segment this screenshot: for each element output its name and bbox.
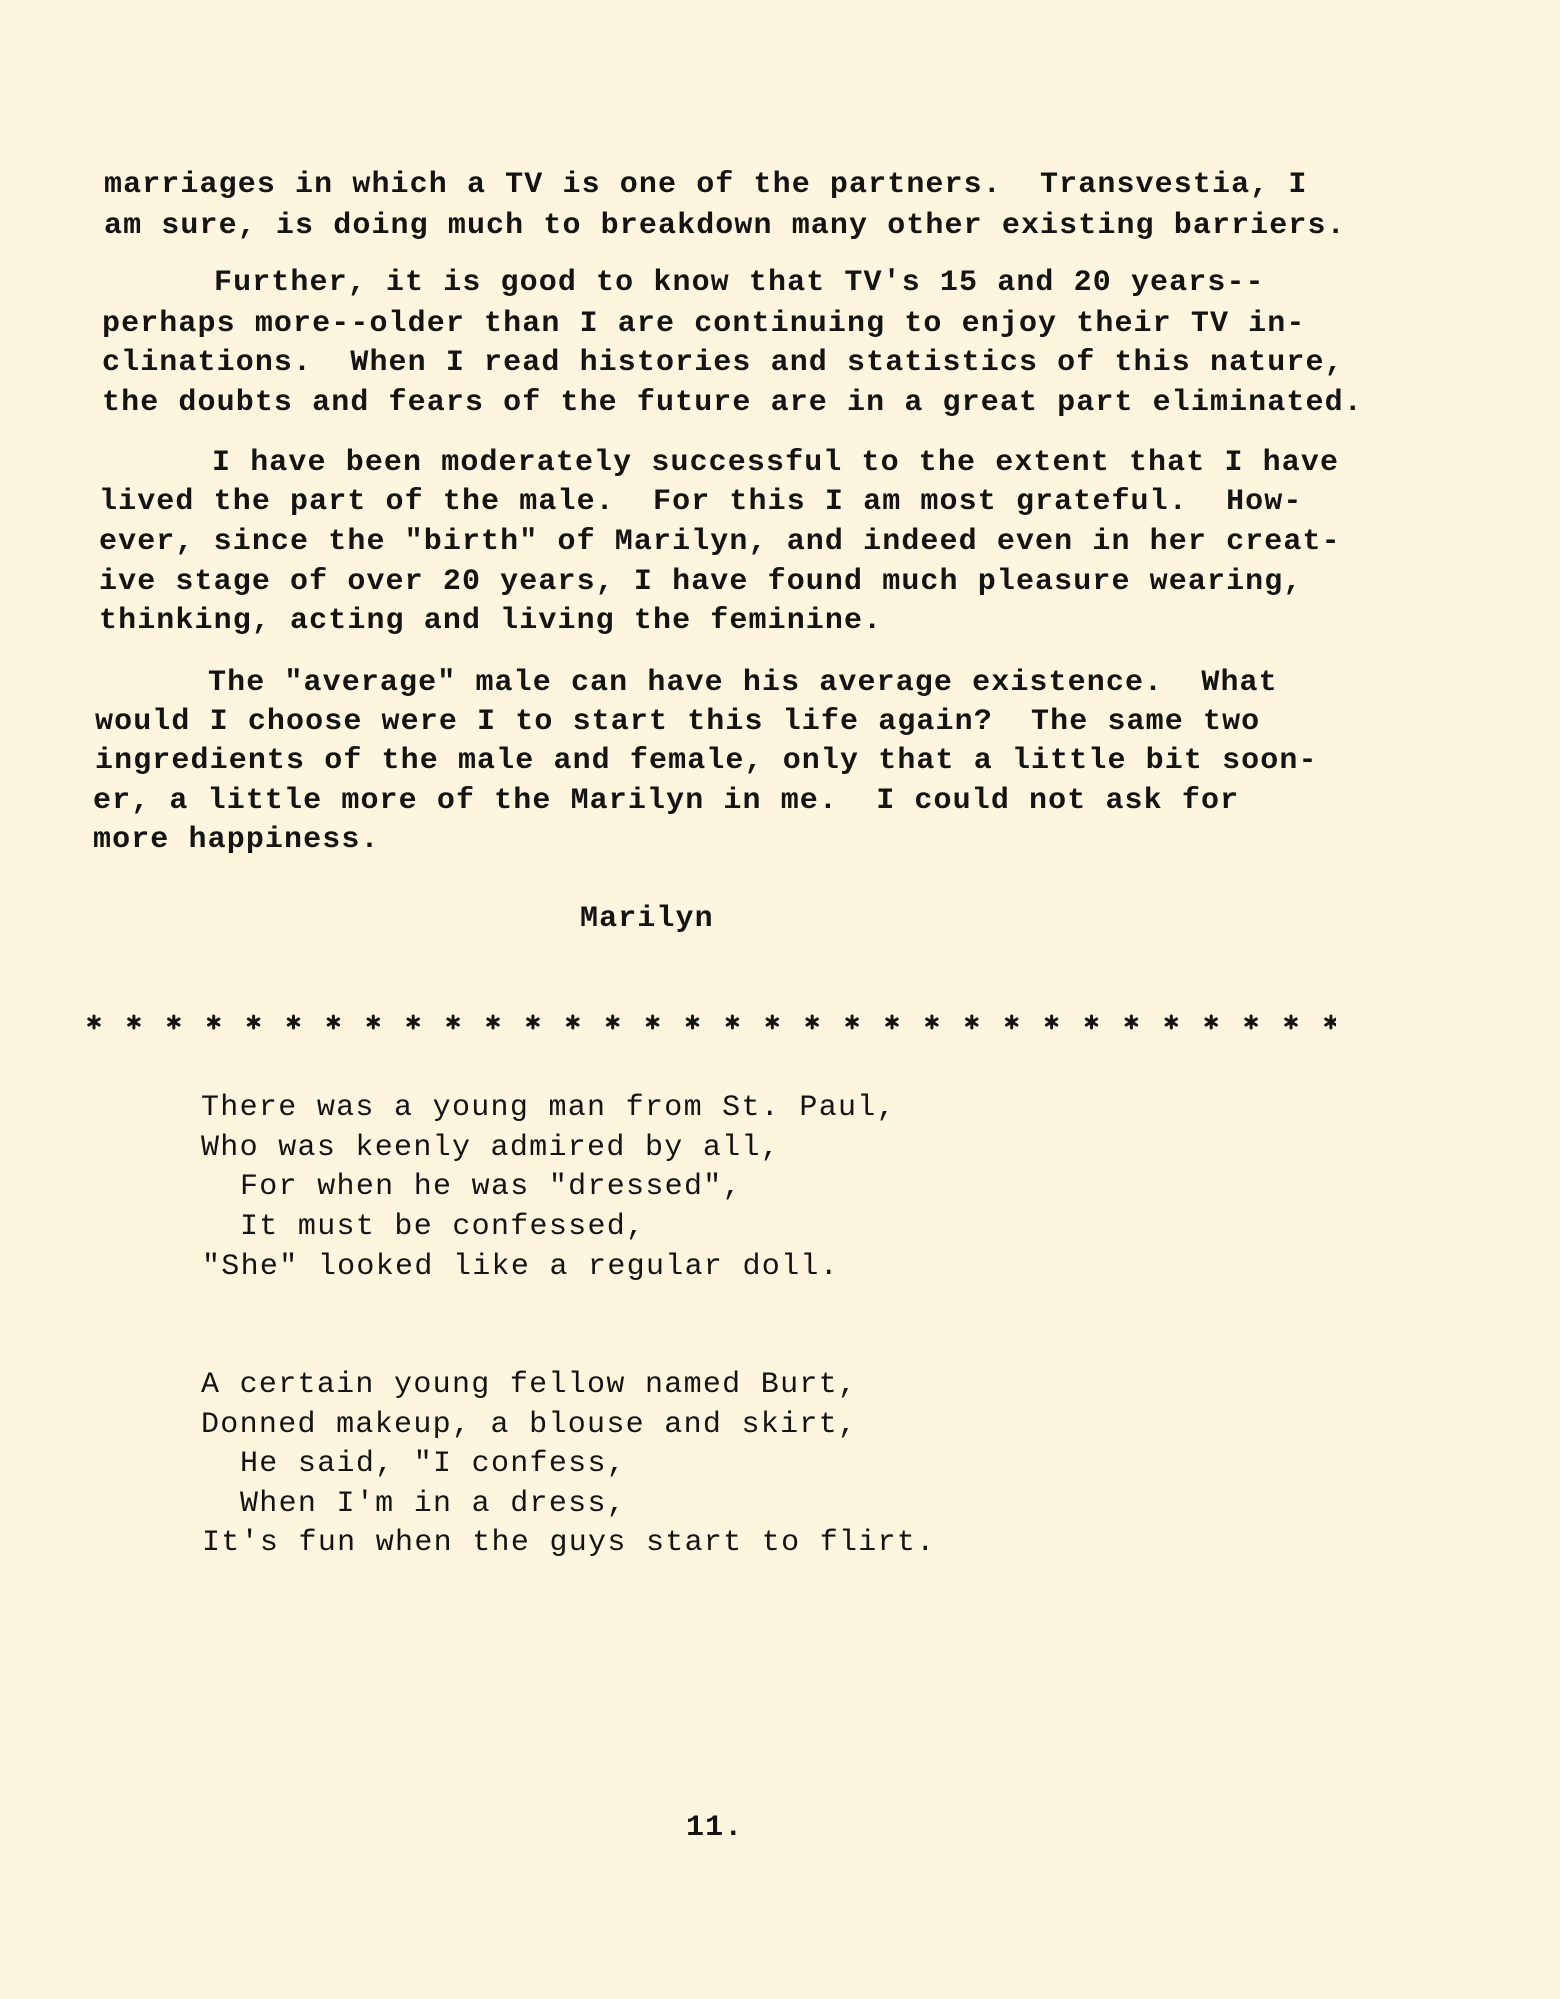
asterisk-mark [209, 1016, 219, 1028]
asterisk-mark [1007, 1016, 1017, 1028]
star-divider-graphic [86, 1010, 1336, 1034]
text-line: The "average" male can have his average existence. What [208, 666, 1278, 700]
verse-line: It's fun when the guys start to flirt. [202, 1526, 936, 1560]
star-divider [86, 1010, 1336, 1034]
asterisk-mark [368, 1016, 378, 1028]
verse-line: There was a young man from St. Paul, [201, 1091, 896, 1125]
verse-line: "She" looked like a regular doll. [202, 1250, 839, 1284]
asterisk-mark [1126, 1016, 1136, 1028]
page-number: 11. [686, 1811, 744, 1845]
asterisk-mark [1246, 1016, 1256, 1028]
text-line: er, a little more of the Marilyn in me. I could not ask for [93, 784, 1240, 818]
asterisk-mark [1166, 1016, 1176, 1028]
verse-line: A certain young fellow named Burt, [201, 1368, 858, 1402]
asterisk-mark [807, 1016, 817, 1028]
asterisk-mark [608, 1016, 618, 1028]
asterisk-mark [727, 1016, 737, 1028]
asterisk-mark [248, 1016, 258, 1028]
asterisk-mark [129, 1016, 139, 1028]
signature: Marilyn [580, 902, 714, 936]
verse-line: For when he was "dressed", [240, 1170, 742, 1204]
text-line: Further, it is good to know that TV's 15 and 20 years-- [214, 266, 1265, 300]
text-line: the doubts and fears of the future are in a great part eliminated. [102, 386, 1363, 420]
asterisk-mark [528, 1016, 538, 1028]
verse-line: When I'm in a dress, [240, 1487, 627, 1521]
verse-line: Donned makeup, a blouse and skirt, [201, 1408, 858, 1442]
text-line: more happiness. [93, 823, 380, 857]
text-line: marriages in which a TV is one of the partners. Transvestia, I [104, 168, 1308, 202]
text-line: ive stage of over 20 years, I have found much pleasure wearing, [99, 565, 1303, 599]
asterisk-mark [887, 1016, 897, 1028]
asterisk-mark [967, 1016, 977, 1028]
asterisk-mark [647, 1016, 657, 1028]
text-line: am sure, is doing much to breakdown many other existing barriers. [104, 209, 1346, 243]
asterisk-mark [408, 1016, 418, 1028]
asterisk-mark [288, 1016, 298, 1028]
asterisk-mark [488, 1016, 498, 1028]
asterisk-mark [927, 1016, 937, 1028]
text-line: ingredients of the male and female, only that a little bit soon- [95, 744, 1318, 778]
asterisk-mark [767, 1016, 777, 1028]
asterisk-mark [169, 1016, 179, 1028]
asterisk-mark [1286, 1016, 1296, 1028]
text-line: lived the part of the male. For this I am most grateful. How- [99, 485, 1303, 519]
asterisk-mark [1046, 1016, 1056, 1028]
text-line: clinations. When I read histories and statistics of this nature, [102, 346, 1344, 380]
asterisk-mark [1326, 1016, 1336, 1028]
verse-line: Who was keenly admired by all, [201, 1131, 781, 1165]
asterisk-mark [328, 1016, 338, 1028]
text-line: ever, since the "birth" of Marilyn, and indeed even in her creat- [99, 525, 1341, 559]
asterisk-mark [448, 1016, 458, 1028]
asterisk-mark [847, 1016, 857, 1028]
text-line: would I choose were I to start this life again? The same two [95, 705, 1261, 739]
text-line: perhaps more--older than I are continuing to enjoy their TV in- [102, 307, 1306, 341]
asterisk-mark [89, 1016, 99, 1028]
asterisk-mark [687, 1016, 697, 1028]
asterisk-mark [1086, 1016, 1096, 1028]
text-line: I have been moderately successful to the extent that I have [212, 446, 1340, 480]
asterisk-mark [568, 1016, 578, 1028]
asterisk-mark [1206, 1016, 1216, 1028]
verse-line: He said, "I confess, [240, 1447, 627, 1481]
text-line: thinking, acting and living the feminine. [99, 604, 883, 638]
verse-line: It must be confessed, [240, 1210, 646, 1244]
